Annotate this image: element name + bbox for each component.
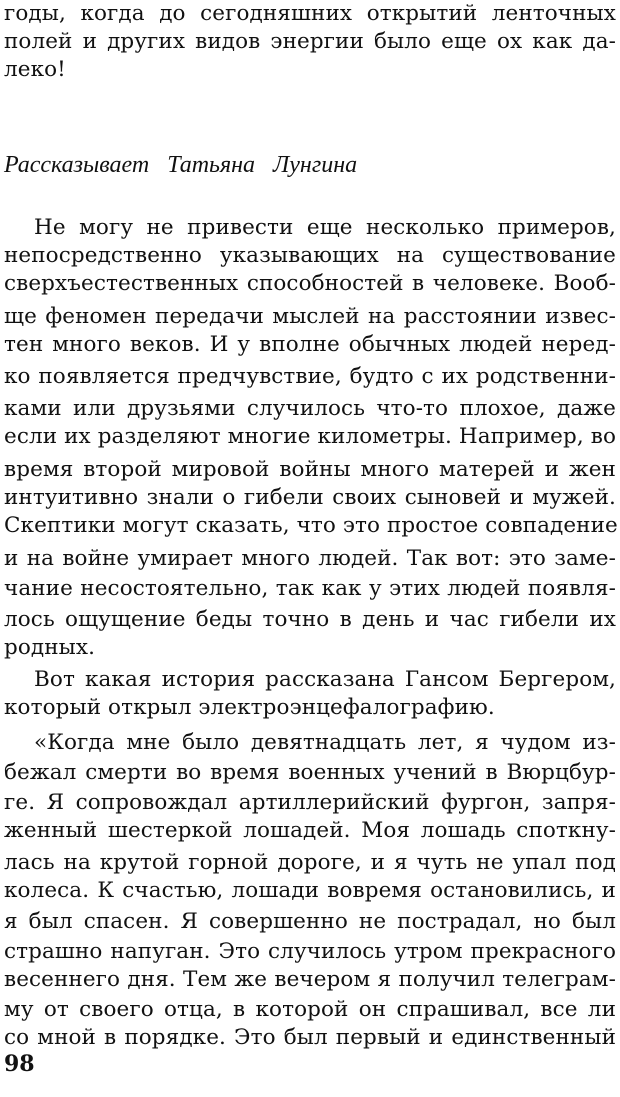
paragraph1-line-14: лось ощущение беды точно в день и час гибели их (4, 607, 616, 632)
paragraph2-line-2: который открыл электроэнцефалографию. (4, 695, 495, 720)
paragraph3-line-6: колеса. К счастью, лошади вовремя остановились, и (4, 878, 616, 903)
page-number: 98 (4, 1051, 35, 1077)
paragraph3-line-3: ге. Я сопровождал артиллерийский фургон, запря- (4, 790, 616, 815)
paragraph1-line-2: непосредственно указывающих на существование (4, 243, 616, 268)
paragraph1-line-5: тен много веков. И у вполне обычных людей неред- (4, 332, 616, 357)
paragraph2-line-1: Вот какая история рассказана Гансом Бергером, (34, 667, 616, 692)
paragraph3-line-9: весеннего дня. Тем же вечером я получил телеграм- (4, 967, 616, 992)
paragraph3-line-10: му от своего отца, в которой он спрашивал, все ли (4, 997, 616, 1022)
paragraph3-line-4: женный шестеркой лошадей. Моя лошадь споткну- (4, 818, 616, 843)
paragraph1-line-13: чание несостоятельно, так как у этих людей появля- (4, 576, 616, 601)
paragraph1-line-8: если их разделяют многие километры. Например, во (4, 424, 616, 449)
intro-line-2: полей и других видов энергии было еще ох как да- (4, 29, 616, 54)
paragraph1-line-9: время второй мировой войны много матерей и жен (4, 457, 616, 482)
paragraph3-line-7: я был спасен. Я совершенно не пострадал, но был (4, 909, 616, 934)
paragraph1-line-11: Скептики могут сказать, что это простое совпадение (4, 513, 618, 538)
paragraph1-line-4: ще феномен передачи мыслей на расстоянии извес- (4, 304, 616, 329)
paragraph1-line-15: родных. (4, 635, 96, 660)
section-heading: Рассказывает Татьяна Лунгина (4, 152, 358, 178)
paragraph1-line-7: ками или друзьями случилось что-то плохое, даже (4, 396, 616, 421)
paragraph1-line-12: и на войне умирает много людей. Так вот: это заме- (4, 546, 616, 571)
intro-line-3: леко! (4, 57, 66, 82)
paragraph3-line-2: бежал смерти во время военных учений в Вюрцбур- (4, 760, 616, 785)
paragraph1-line-6: ко появляется предчувствие, будто с их родственни- (4, 364, 616, 389)
paragraph3-line-5: лась на крутой горной дороге, и я чуть не упал под (4, 850, 616, 875)
paragraph1-line-3: сверхъестественных способностей в человеке. Вооб- (4, 271, 616, 296)
paragraph1-line-1: Не могу не привести еще несколько примеров, (34, 215, 616, 240)
paragraph3-line-11: со мной в порядке. Это был первый и единственный (4, 1025, 616, 1050)
paragraph3-line-1: «Когда мне было девятнадцать лет, я чудом из- (34, 730, 616, 755)
paragraph1-line-10: интуитивно знали о гибели своих сыновей и мужей. (4, 485, 616, 510)
intro-line-1: годы, когда до сегодняшних открытий ленточных (4, 1, 616, 26)
paragraph3-line-8: страшно напуган. Это случилось утром прекрасного (4, 939, 616, 964)
